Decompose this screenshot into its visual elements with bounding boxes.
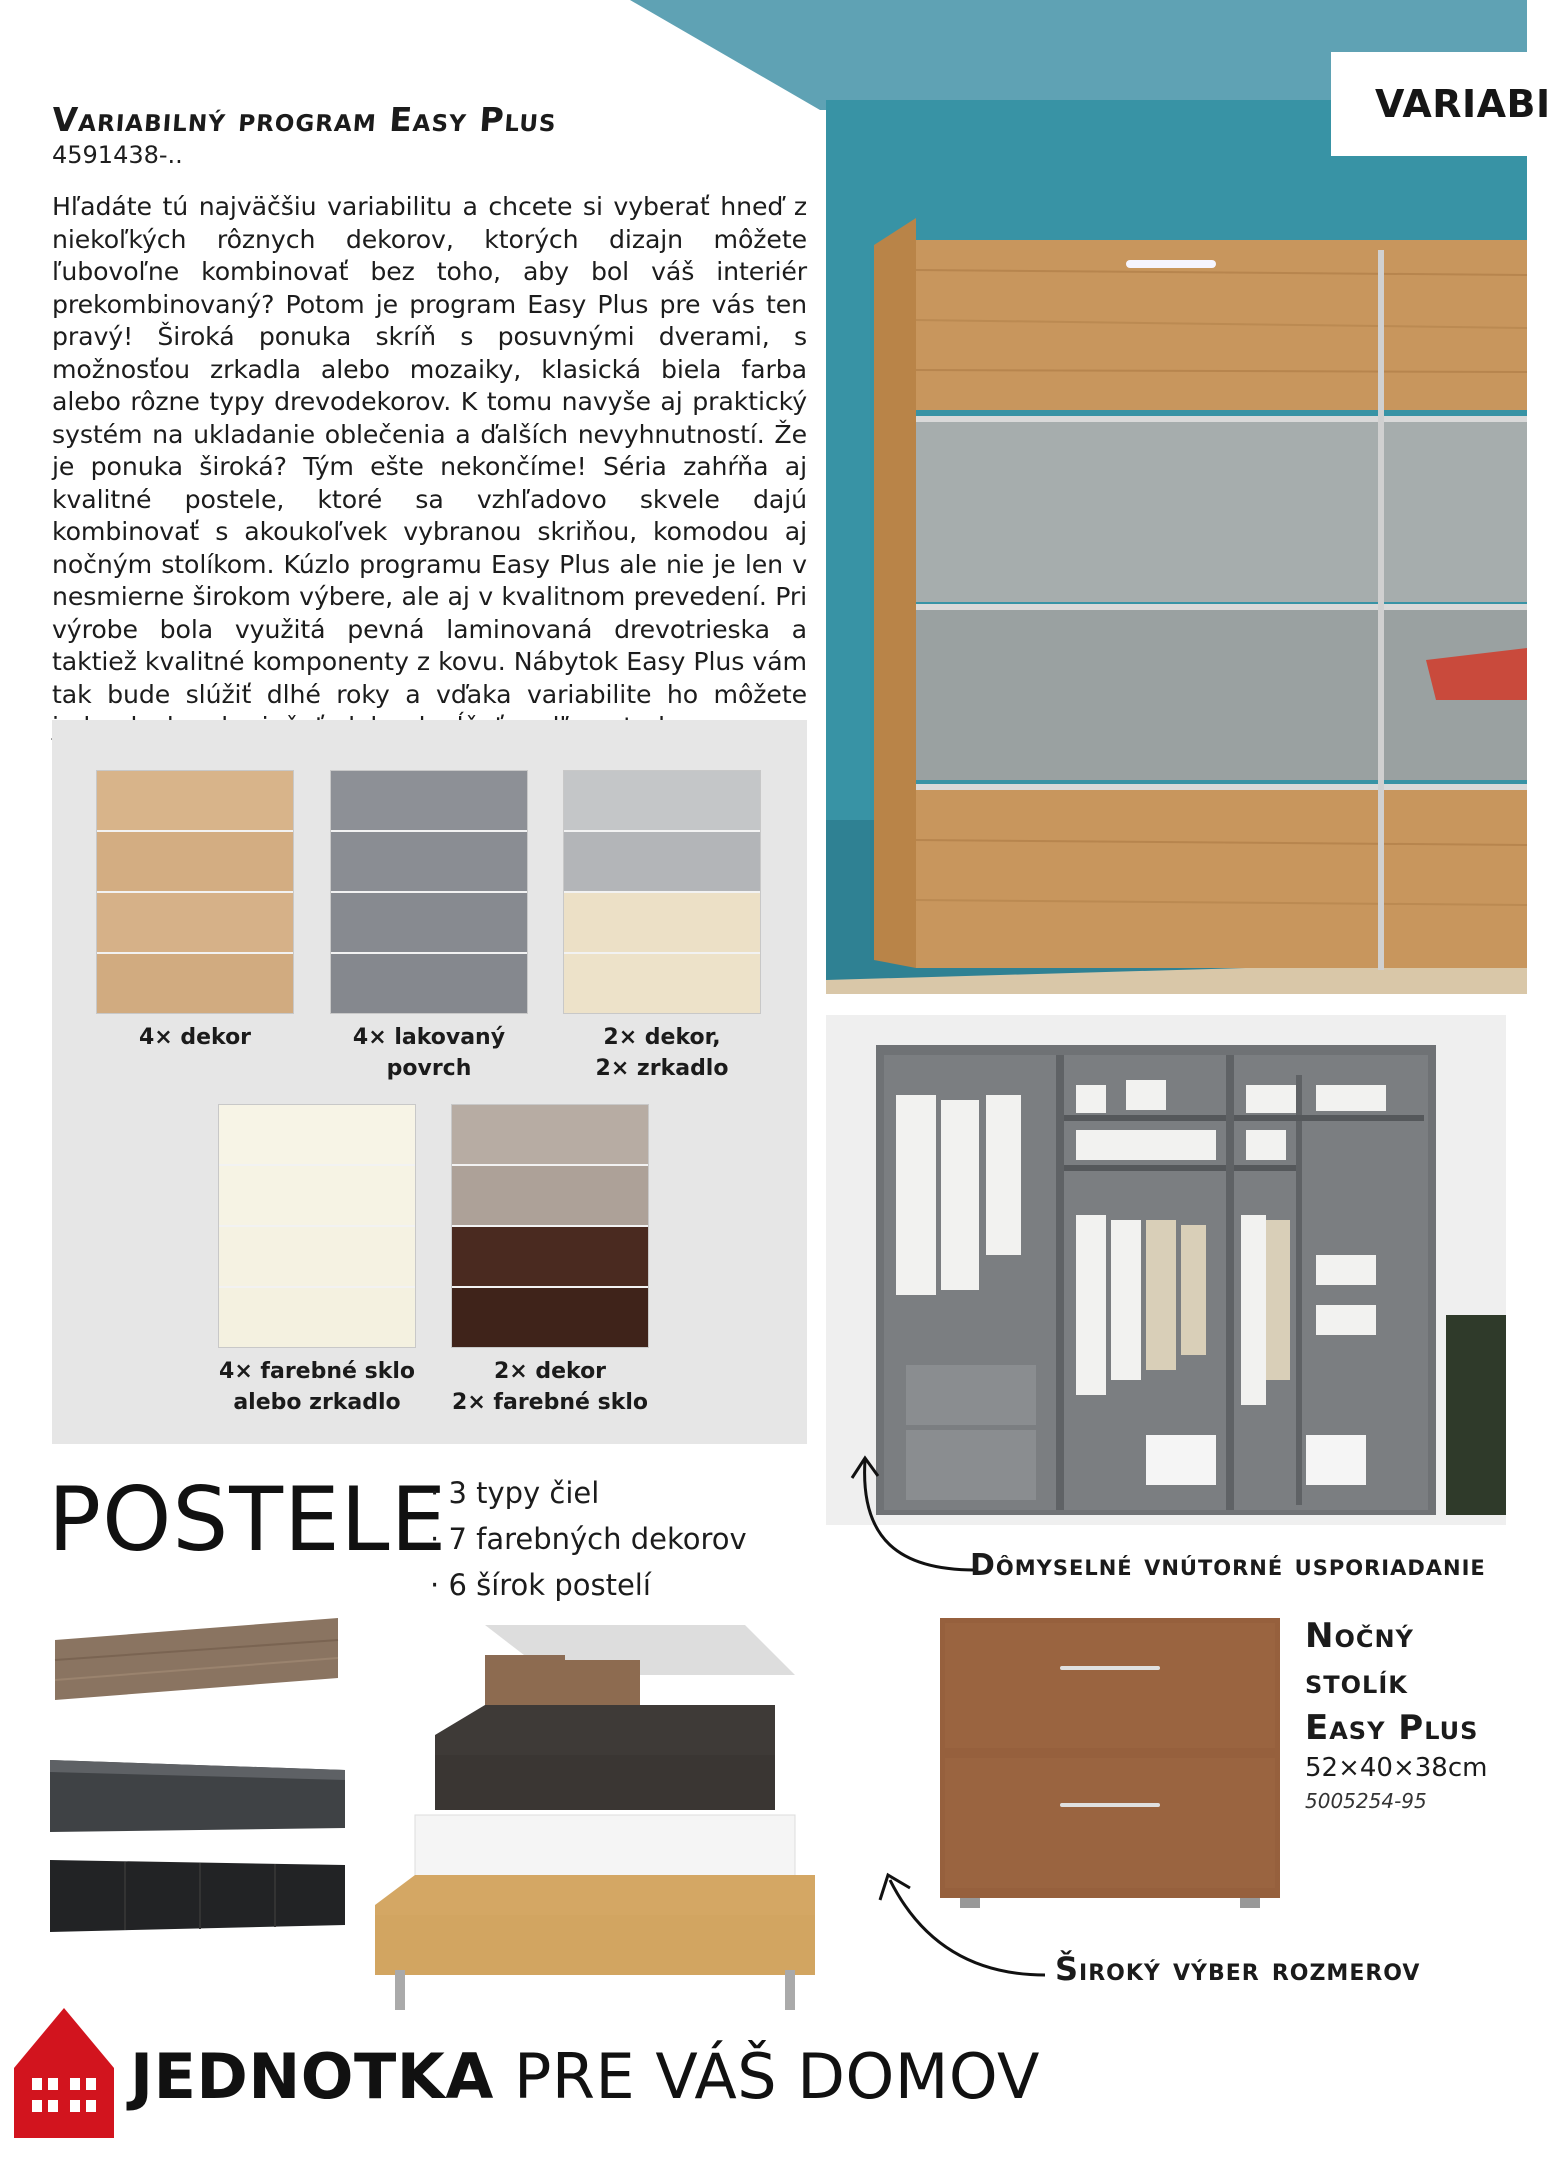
option-card <box>330 770 528 1084</box>
sizes-annotation: Široký výber rozmerov <box>1055 1950 1421 1988</box>
door-panel <box>564 832 760 893</box>
feature-item: · 3 typy čiel <box>430 1470 747 1516</box>
door-panel <box>452 1227 648 1288</box>
door-panel <box>564 771 760 832</box>
door-swatch <box>96 770 294 1014</box>
nightstand-title: Nočný stolík Easy Plus <box>1305 1616 1479 1748</box>
nightstand-info <box>1305 1613 1527 1813</box>
door-swatch <box>218 1104 416 1348</box>
door-panel <box>452 1166 648 1227</box>
door-panel <box>331 893 527 954</box>
door-panel <box>97 832 293 893</box>
option-card <box>563 770 761 1084</box>
option-card <box>96 770 294 1053</box>
door-panel <box>97 954 293 1013</box>
bed-frames-photo <box>375 1615 875 2015</box>
door-options-panel <box>52 720 807 1444</box>
feature-item: · 6 šírok postelí <box>430 1562 747 1608</box>
interior-arrow-icon <box>840 1440 980 1580</box>
door-panel <box>97 893 293 954</box>
option-caption: 4× lakovaný povrch <box>352 1025 506 1081</box>
option-card <box>451 1104 649 1418</box>
house-logo-icon <box>14 1988 114 2138</box>
door-panel <box>564 893 760 954</box>
option-caption: 2× dekor, 2× zrkadlo <box>595 1025 729 1081</box>
sliding-wardrobe-photo <box>826 100 1527 994</box>
intro-paragraph: Hľadáte tú najväčšiu variabilitu a chcete si vyberať hneď z niekoľkých rôznych dekorov, ktorých dizajn môžete ľubovoľne kombinovať bez toho, aby bol váš interiér prekombinovaný? Potom je program Easy Plus pre vás ten pravý! Široká ponuka skríň s posuvnými dverami, s možnosťou zrkadla alebo mozaiky, klasická biela farba alebo rôzne typy drevodekorov. K tomu navyše aj praktický systém na ukladanie oblečenia a ďalších nevyhnutností. Že je ponuka široká? Tým ešte nekončíme! Séria zahŕňa aj kvalitné postele, ktoré sa vzhľadovo skvele dajú kombinovať s akoukoľvek vybranou skriňou, komodou aj nočným stolíkom. Kúzlo programu Easy Plus ale nie je len v nesmierne širokom výbere, ale aj v kvalitnom prevedení. Pri výrobe bola využitá pevná laminovaná drevotrieska a taktiež kvalitné komponenty z kovu. Nábytok Easy Plus vám tak bude slúžiť dlhé roky a vďaka variabilite ho môžete <box>52 192 807 709</box>
interior-annotation: Dômyselné vnútorné usporiadanie <box>970 1548 1486 1583</box>
door-panel <box>219 1105 415 1166</box>
program-title: Variabilný program Easy Plus <box>50 100 559 139</box>
headboard-variants <box>50 1600 350 1970</box>
door-panel <box>219 1166 415 1227</box>
door-panel <box>219 1227 415 1288</box>
door-panel <box>564 954 760 1013</box>
option-card <box>218 1104 416 1418</box>
door-swatch <box>563 770 761 1014</box>
door-panel <box>452 1288 648 1347</box>
program-code: 4591438-.. <box>52 141 183 169</box>
nightstand-photo <box>940 1618 1290 1918</box>
option-caption: 2× dekor 2× farebné sklo <box>452 1359 648 1415</box>
option-caption: 4× farebné sklo alebo zrkadlo <box>219 1359 415 1415</box>
option-caption: 4× dekor <box>138 1025 252 1050</box>
nightstand-code: 5005254-95 <box>1305 1789 1427 1813</box>
intro-section <box>52 100 807 744</box>
door-swatch <box>451 1104 649 1348</box>
section-tag-text: VARIABI <box>1375 82 1551 126</box>
door-panel <box>219 1288 415 1347</box>
door-panel <box>331 771 527 832</box>
door-panel <box>97 771 293 832</box>
postele-features <box>430 1470 747 1608</box>
door-panel <box>331 832 527 893</box>
door-swatch <box>330 770 528 1014</box>
nightstand-dimensions: 52×40×38cm <box>1305 1753 1488 1783</box>
door-panel <box>452 1105 648 1166</box>
feature-item: · 7 farebných dekorov <box>430 1516 747 1562</box>
postele-heading: POSTELE <box>48 1468 448 1571</box>
footer-slogan: JEDNOTKA PRE VÁŠ DOMOV <box>130 2040 1040 2113</box>
teal-header-band <box>0 0 1527 110</box>
door-panel <box>331 954 527 1013</box>
section-tag <box>1331 52 1551 156</box>
